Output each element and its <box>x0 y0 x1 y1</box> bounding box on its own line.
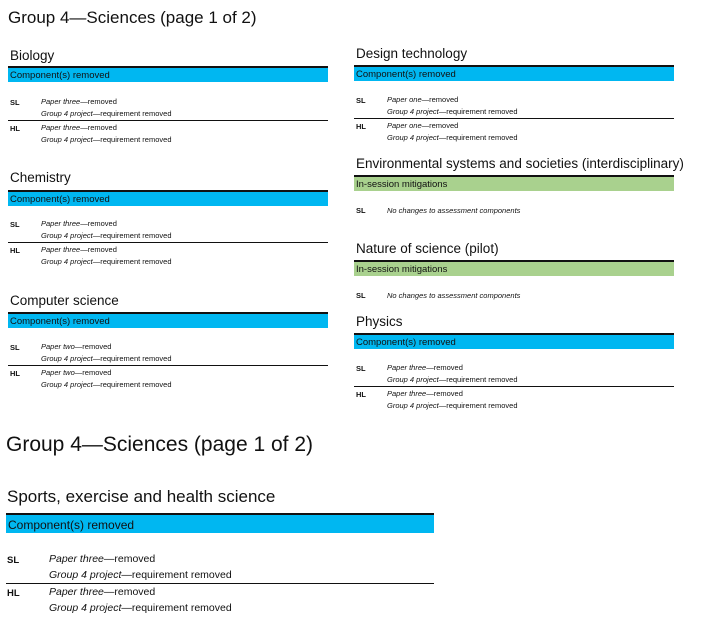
sl-label: SL <box>10 220 20 229</box>
hl-line-2 <box>387 133 518 142</box>
rest: —removed <box>421 95 459 104</box>
sl-line-2 <box>387 375 518 384</box>
subject-design-technology <box>354 46 674 146</box>
component-band: Component(s) removed <box>6 513 434 533</box>
subject-ess <box>354 156 684 216</box>
page-title-large: Group 4—Sciences (page 1 of 2) <box>6 433 314 456</box>
subject-title: Chemistry <box>10 170 71 185</box>
hl-line-1 <box>387 389 463 398</box>
subject-title: Physics <box>356 314 403 329</box>
subject-title: Computer science <box>10 293 119 308</box>
rest: —requirement removed <box>438 107 518 116</box>
subject-physics <box>354 314 674 414</box>
rest: —removed <box>421 121 459 130</box>
rest: —requirement removed <box>92 231 172 240</box>
hl-line-2 <box>41 135 172 144</box>
sl-line-2 <box>49 569 232 581</box>
rest: —requirement removed <box>92 354 172 363</box>
item: Paper two <box>41 342 75 351</box>
sl-label: SL <box>356 291 366 300</box>
sl-line-1 <box>387 291 520 300</box>
rest: —removed <box>80 245 117 254</box>
hl-line-2 <box>41 380 172 389</box>
page-title: Group 4—Sciences (page 1 of 2) <box>8 8 257 27</box>
sl-label: SL <box>356 364 366 373</box>
rest: —requirement removed <box>121 602 232 614</box>
subject-sports-exercise-health <box>6 487 434 622</box>
item: Paper three <box>41 245 81 254</box>
divider <box>354 386 674 387</box>
item: Paper one <box>387 95 422 104</box>
divider <box>8 242 328 243</box>
sl-line-1 <box>387 95 458 104</box>
component-band: Component(s) removed <box>354 333 674 349</box>
hl-line-2 <box>387 401 518 410</box>
component-band: Component(s) removed <box>8 190 328 206</box>
rest: —requirement removed <box>92 380 172 389</box>
subject-title: Design technology <box>356 46 468 61</box>
sl-line-2 <box>387 107 518 116</box>
mitigation-band: In-session mitigations <box>354 260 674 276</box>
rest: —requirement removed <box>121 569 232 581</box>
rest: —removed <box>426 363 463 372</box>
rest: —removed <box>80 123 117 132</box>
sl-line-2 <box>41 109 172 118</box>
hl-label: HL <box>10 124 20 133</box>
item: Paper three <box>41 97 81 106</box>
rest: —requirement removed <box>438 375 518 384</box>
item: Paper three <box>387 363 427 372</box>
item: Paper two <box>41 368 75 377</box>
subject-title: Nature of science (pilot) <box>356 241 499 256</box>
divider <box>6 583 434 584</box>
rest: —removed <box>103 586 156 598</box>
hl-label: HL <box>10 246 20 255</box>
item: Paper three <box>49 586 104 598</box>
divider <box>8 365 328 366</box>
sl-label: SL <box>356 206 366 215</box>
sl-line-1 <box>387 363 463 372</box>
sl-line-1 <box>387 206 520 215</box>
hl-line-2 <box>41 257 172 266</box>
rest: —requirement removed <box>438 401 518 410</box>
rest: —removed <box>74 342 112 351</box>
hl-label: HL <box>356 122 366 131</box>
item: Group 4 project <box>49 569 122 581</box>
sl-line-2 <box>41 231 172 240</box>
component-band: Component(s) removed <box>8 66 328 82</box>
item: Group 4 project <box>41 354 93 363</box>
hl-label: HL <box>7 588 20 599</box>
rest: —requirement removed <box>92 257 172 266</box>
item: No changes to assessment components <box>387 291 521 300</box>
sl-line-1 <box>41 97 117 106</box>
item: Paper three <box>41 219 81 228</box>
item: Group 4 project <box>387 375 439 384</box>
item: Group 4 project <box>41 135 93 144</box>
hl-line-1 <box>41 368 111 377</box>
rest: —requirement removed <box>438 133 518 142</box>
hl-line-1 <box>387 121 458 130</box>
divider <box>8 120 328 121</box>
rest: —removed <box>103 553 156 565</box>
sl-line-1 <box>49 553 155 565</box>
subject-computer-science <box>8 293 328 393</box>
hl-line-2 <box>49 602 232 614</box>
rest: —removed <box>80 219 117 228</box>
component-band: Component(s) removed <box>8 312 328 328</box>
subject-chemistry <box>8 170 328 270</box>
divider <box>354 118 674 119</box>
rest: —removed <box>80 97 117 106</box>
item: Paper three <box>387 389 427 398</box>
mitigation-band: In-session mitigations <box>354 175 674 191</box>
hl-line-1 <box>41 123 117 132</box>
item: Group 4 project <box>41 109 93 118</box>
rest: —removed <box>426 389 463 398</box>
sl-line-1 <box>41 342 111 351</box>
sl-label: SL <box>356 96 366 105</box>
sl-label: SL <box>10 343 20 352</box>
sl-line-1 <box>41 219 117 228</box>
subject-biology <box>8 48 328 148</box>
component-band: Component(s) removed <box>354 65 674 81</box>
rest: —removed <box>74 368 112 377</box>
hl-label: HL <box>356 390 366 399</box>
item: Group 4 project <box>387 401 439 410</box>
sl-line-2 <box>41 354 172 363</box>
item: Paper one <box>387 121 422 130</box>
item: Group 4 project <box>49 602 122 614</box>
sl-label: SL <box>7 555 20 566</box>
subject-title: Environmental systems and societies (interdisciplinary) <box>356 156 684 171</box>
hl-label: HL <box>10 369 20 378</box>
sl-label: SL <box>10 98 20 107</box>
item: Group 4 project <box>41 380 93 389</box>
item: Group 4 project <box>387 107 439 116</box>
item: Paper three <box>41 123 81 132</box>
item: Group 4 project <box>41 231 93 240</box>
subject-title: Biology <box>10 48 55 63</box>
subject-title: Sports, exercise and health science <box>7 487 276 506</box>
rest: —requirement removed <box>92 135 172 144</box>
rest: —requirement removed <box>92 109 172 118</box>
item: No changes to assessment components <box>387 206 521 215</box>
item: Group 4 project <box>387 133 439 142</box>
hl-line-1 <box>49 586 155 598</box>
subject-nature-of-science <box>354 241 674 301</box>
item: Group 4 project <box>41 257 93 266</box>
hl-line-1 <box>41 245 117 254</box>
item: Paper three <box>49 553 104 565</box>
